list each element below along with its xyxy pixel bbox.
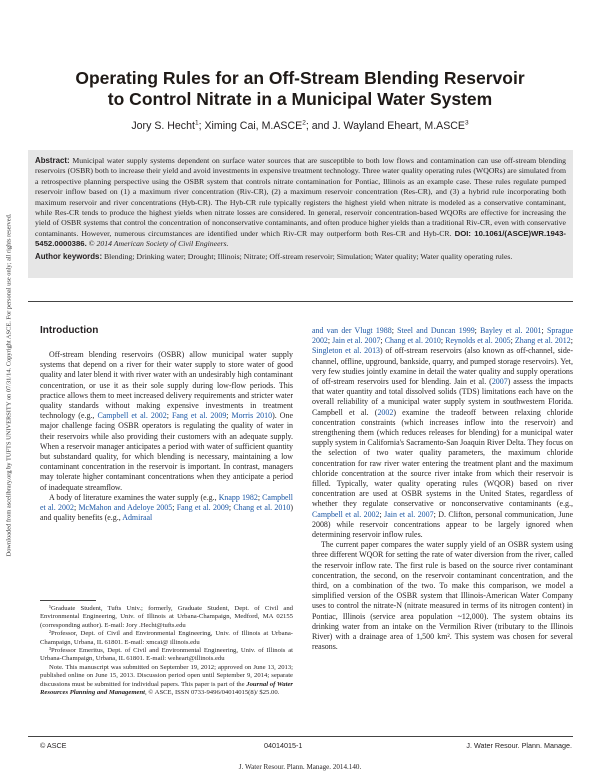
text-span: ;: [380, 336, 385, 346]
author-3-affil: 3: [465, 119, 469, 127]
abstract-box: [28, 150, 573, 278]
footnote-divider: [40, 600, 96, 601]
paper-title: [40, 68, 560, 110]
text-span: ;: [541, 326, 547, 335]
text-span: , © ASCE, ISSN 0733-9496/04014015(8)/ $25.00.: [144, 689, 280, 697]
citation-link[interactable]: Sprague 2002: [312, 326, 573, 346]
citation-link[interactable]: Jain et al. 2007: [384, 509, 434, 519]
citation-link[interactable]: Singleton et al. 2013: [312, 346, 381, 356]
text-span: ) and quality benefits (e.g.,: [40, 503, 293, 523]
citation-link[interactable]: Morris 2010: [231, 411, 273, 421]
citation-link[interactable]: 2007: [491, 377, 508, 387]
text-span: ;: [172, 503, 177, 513]
text-span: ;: [226, 411, 232, 421]
keywords-text: Blending; Drinking water; Drought; Illinois; Nitrate; Off-stream reservoir; Simulation; Water quality; Water quality operating rules.: [104, 251, 513, 261]
footnote-3: ³Professor Emeritus, Dept. of Civil and Environmental Engineering, Univ. of Illinois at Urbana-Champaign, Urbana, IL 61801. E-mail: weheart@illinois.edu: [40, 647, 293, 663]
text-span: ) examine the tradeoff between relaxing chloride concentration constraints (which increases inflow into the reservoir) and strengthening them (which reduces releases for blending) for a municipal water supply system in California's Sacramento-San Joaquin River Delta. They focus on the selection of two water quality parameters, the maximum chloride concentration for raw river water entering the treatment plant and the maximum chloride concentration at the source river intake from which their reservoir is filled. Typically, water quality operating rules (WQOR) based on river concentration are used at OSBR systems in the United States, regardless of whether they regulate conservative or nonconservative contaminants (e.g.,: [312, 407, 573, 509]
footer-journal: J. Water Resour. Plann. Manage.: [466, 741, 572, 750]
text-span: ) assess the impacts that water quantity and total dissolved solids (TDS) limitations each have on the overall reliability of a municipal water supply system in southwestern Florida. Campbell et al. (: [312, 377, 573, 417]
footnote-2: ²Professor, Dept. of Civil and Environmental Engineering, Univ. of Illinois at Urbana-Champaign, Urbana, IL 61801. E-mail: xmcai@ illinois.edu: [40, 630, 293, 646]
left-column: [40, 350, 293, 523]
text-span: ;: [440, 336, 446, 346]
citation-link[interactable]: Steel and Duncan 1999: [397, 326, 475, 335]
journal-name: Journal of Water Resources Planning and Management: [40, 680, 293, 697]
author-2: ; Ximing Cai, M.ASCE: [198, 120, 303, 132]
section-heading-introduction: Introduction: [40, 325, 99, 336]
doi-link[interactable]: DOI: 10.1061/(ASCE)WR.1943-5452.0000386.: [35, 228, 567, 249]
text-span: ;: [327, 336, 333, 346]
footnote-1: ¹Graduate Student, Tufts Univ.; formerly, Graduate Student, Dept. of Civil and Environmental Engineering, Univ. of Illinois at Urbana-Champaign, Medford, MA 02155 (corresponding author). E-mail: Jory .Hecht@tufts.edu: [40, 605, 293, 629]
text-span: Off-stream blending reservoirs (OSBR) allow municipal water supply systems that depend on a river for their water supply to store water of good quality and later blend it with river water with an undesirably high contaminant concentration, or use it as their sole supply during low-flow periods. This practice allows them to meet increased delivery requirements and stricter water quality standards without making expensive investments in treatment technology (e.g.,: [40, 350, 293, 421]
text-span: ;: [166, 411, 172, 421]
citation-link[interactable]: 2002: [377, 407, 394, 417]
download-notice: Downloaded from ascelibrary.org by TUFTS UNIVERSITY on 07/31/14. Copyright ASCE. For personal use only; all rights reserved.: [5, 213, 13, 557]
citation-link[interactable]: Jain et al. 2007: [332, 336, 381, 346]
keywords-label: Author keywords:: [35, 251, 103, 261]
intro-paragraph-1: [40, 350, 293, 493]
citation-link[interactable]: Reynolds et al. 2005: [445, 336, 511, 346]
text-span: ;: [257, 492, 263, 502]
text-span: A body of literature examines the water supply (e.g.,: [49, 492, 219, 502]
text-span: ; D. Clifton, personal communication, June 2008) while reservoir concentrations appear to be largely ignored when determining reservoir inflow rules.: [312, 509, 573, 540]
footer-copyright: © ASCE: [40, 741, 67, 750]
text-span: Note. This manuscript was submitted on September 19, 2012; approved on June 13, 2013; published online on June 15, 2013. Discussion period open until September 9, 2014; separate discussions must be submitted for individual papers. This paper is part of the: [40, 663, 293, 688]
author-list: [40, 120, 560, 132]
text-span: ;: [510, 336, 515, 346]
text-span: ) of off-stream reservoirs (also known as off-channel, side-channel, offline, upground, bankside, quarry, and pumped storage reservoirs). Yet, very few studies jointly examine in detail the water quality and supply operations of off-stream reservoirs used for blending. Jain et al. (: [312, 346, 574, 387]
citation-link[interactable]: Campbell et al. 2002: [40, 492, 293, 513]
citation-link[interactable]: Zhang et al. 2012: [514, 336, 571, 346]
citation-link[interactable]: Campbell et al. 2002: [97, 411, 167, 421]
citation-link[interactable]: Chang et al. 2010: [233, 503, 291, 513]
text-span: ). One major challenge facing OSBR operators is regulating the quality of water in their reservoirs while also providing their customers with an adequate supply. When a reservoir manager anticipates a period with water of sufficient quantity but substandard quality, for which blending is necessary, maintaining a low contaminant concentration in the reservoir is important. In contrast, managers may tolerate higher contaminant concentrations when they anticipate a period of inadequate streamflow.: [40, 411, 293, 492]
text-span: ;: [391, 326, 398, 335]
intro-paragraph-2: [40, 493, 293, 524]
text-span: ;: [474, 326, 481, 335]
title-line-1: Operating Rules for an Off-Stream Blending Reservoir: [75, 68, 525, 88]
text-span: ;: [73, 503, 79, 513]
citation-link[interactable]: Fang et al. 2009: [171, 411, 227, 421]
download-sidebar: [4, 150, 14, 620]
abstract-label: Abstract:: [35, 156, 70, 165]
citation-link[interactable]: Campbell et al. 2002: [312, 509, 380, 519]
footer-divider: [28, 736, 573, 737]
header-divider: [28, 301, 573, 302]
text-span: ;: [379, 509, 385, 519]
right-paragraph-1: [312, 326, 573, 540]
author-keywords: [35, 252, 566, 262]
citation-link[interactable]: Chang et al. 2010: [384, 336, 441, 346]
author-2-affil: 2: [302, 119, 306, 127]
submission-note: [40, 664, 293, 698]
text-span: ;: [570, 336, 573, 346]
citation-link[interactable]: Fang et al. 2009: [176, 503, 229, 513]
right-column: [312, 326, 573, 653]
citation-link[interactable]: Bayley et al. 2001: [480, 326, 542, 335]
author-1-affil: 1: [194, 119, 199, 127]
text-span: ;: [228, 503, 234, 513]
footer-page-number: 04014015-1: [264, 741, 303, 750]
right-paragraph-2: The current paper compares the water supply yield of an OSBR system using three different WQOR for setting the rate of water diversion from the river, called the reservoir inflow rate. The first rule is based on the source river contaminant concentration, the second, on the reservoir contaminant concentration, and the third, on a combination of the two. To make this comparison, we model a simplified version of the OSBR system that Illinois-American Water Company uses to control the nitrate-N (nitrate measured in terms of its nitrogen content) in Pontiac, Illinois (service area population ~12,000). The system obtains its drinking water from an intake on the Vermilion River (tributary to the Illinois River) with a drainage area of 1,500 km². This system was chosen for several reasons.: [312, 540, 573, 652]
citation-link[interactable]: McMahon and Adeloye 2005: [78, 503, 173, 513]
author-1: Jory S. Hecht: [131, 120, 195, 132]
citation-link[interactable]: Admiraal: [122, 513, 153, 523]
citation-footer: J. Water Resour. Plann. Manage. 2014.140.: [238, 763, 362, 771]
abstract: [35, 156, 566, 250]
author-3: ; and J. Wayland Eheart, M.ASCE: [305, 120, 465, 132]
citation-link[interactable]: and van der Vlugt 1988: [312, 326, 392, 335]
footnotes: [40, 598, 293, 697]
citation-link[interactable]: Knapp 1982: [218, 492, 258, 502]
abstract-text: Municipal water supply systems dependent on surface water sources that are susceptible to both low flows and contamination can use off-stream blending reservoirs (OSBR) both to increase their yield and avoid investments in expensive treatment technology. Three water quality operating rules (WQORs) are simulated from a retrospective planning perspective using the OSBR system that controls nitrate contamination for Pontiac, Illinois as an example case. These rules regulate pumped reservoir inflow based on (1) a maximum river concentration (Riv-CR), (2) a maximum reservoir concentration (Res-CR), and (3) a hybrid rule incorporating both maximum reservoir and river concentrations (Hyb-CR). The Hyb-CR rule typically registers the highest yield when nitrate is modeled as a conservative contaminant, while Res-CR tends to produce the highest yields when nitrate losses are considered. In general, reservoir concentration-based WQORs are effective for increasing the yield of OSBR systems that control the concentration of nonconservative contaminants, and often produce higher yields than a traditional Riv-CR, even with conservative contaminants. However, numerous circumstances are identified under which Riv-CR may outperform both Res-CR and Hyb-CR.: [35, 156, 566, 238]
copyright-notice: © 2014 American Society of Civil Engineers.: [88, 239, 229, 249]
title-line-2: to Control Nitrate in a Municipal Water System: [107, 89, 493, 109]
